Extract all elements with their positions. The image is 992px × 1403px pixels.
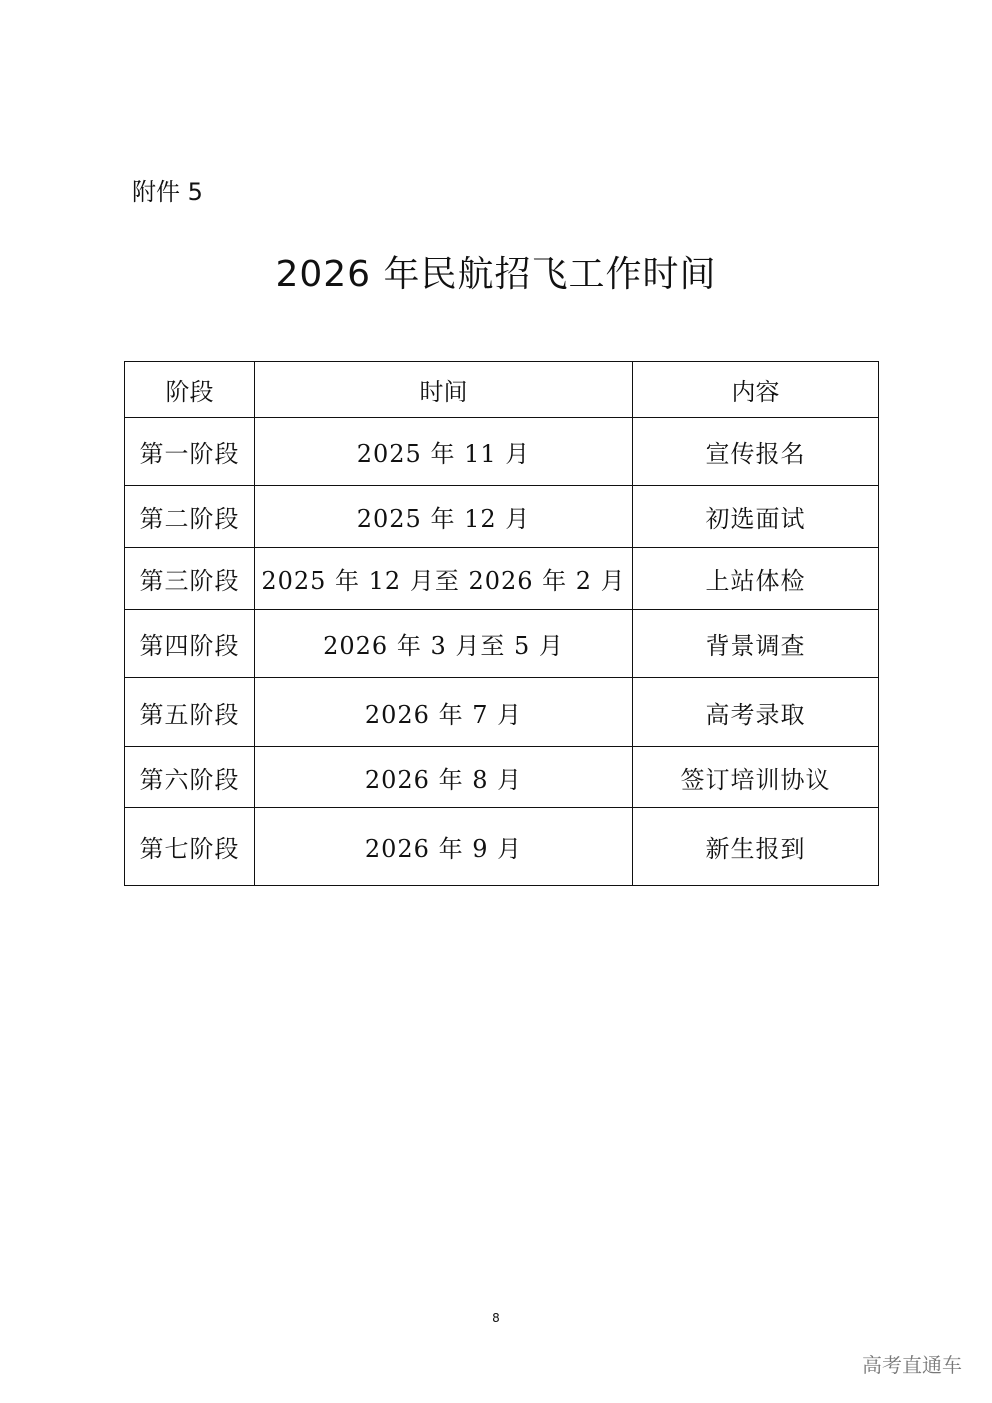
table-row — [125, 747, 879, 808]
header-time: 时间 — [255, 362, 633, 418]
stage-cell: 第三阶段 — [125, 548, 255, 610]
time-cell: 2026 年 7 月 — [255, 678, 633, 747]
content-cell: 新生报到 — [633, 808, 879, 886]
time-cell: 2026 年 8 月 — [255, 747, 633, 808]
stage-cell: 第四阶段 — [125, 610, 255, 678]
stage-cell: 第二阶段 — [125, 486, 255, 548]
schedule-table — [124, 361, 879, 886]
table-row — [125, 808, 879, 886]
document-title: 2026 年民航招飞工作时间 — [275, 254, 717, 295]
time-cell: 2025 年 11 月 — [255, 418, 633, 486]
time-cell: 2026 年 3 月至 5 月 — [255, 610, 633, 678]
stage-cell: 第五阶段 — [125, 678, 255, 747]
table-row — [125, 418, 879, 486]
content-cell: 签订培训协议 — [633, 747, 879, 808]
content-cell: 初选面试 — [633, 486, 879, 548]
table-row — [125, 610, 879, 678]
page-number: 8 — [492, 1311, 500, 1325]
attachment-label: 附件 5 — [132, 178, 203, 206]
time-cell: 2025 年 12 月至 2026 年 2 月 — [255, 548, 633, 610]
stage-cell: 第七阶段 — [125, 808, 255, 886]
time-cell: 2025 年 12 月 — [255, 486, 633, 548]
table-row — [125, 548, 879, 610]
content-cell: 背景调查 — [633, 610, 879, 678]
table-row — [125, 678, 879, 747]
content-cell: 宣传报名 — [633, 418, 879, 486]
table-row — [125, 486, 879, 548]
content-cell: 高考录取 — [633, 678, 879, 747]
stage-cell: 第六阶段 — [125, 747, 255, 808]
content-cell: 上站体检 — [633, 548, 879, 610]
header-content: 内容 — [633, 362, 879, 418]
time-cell: 2026 年 9 月 — [255, 808, 633, 886]
watermark: 高考直通车 — [862, 1353, 962, 1377]
stage-cell: 第一阶段 — [125, 418, 255, 486]
header-stage: 阶段 — [125, 362, 255, 418]
table-header-row — [125, 362, 879, 418]
